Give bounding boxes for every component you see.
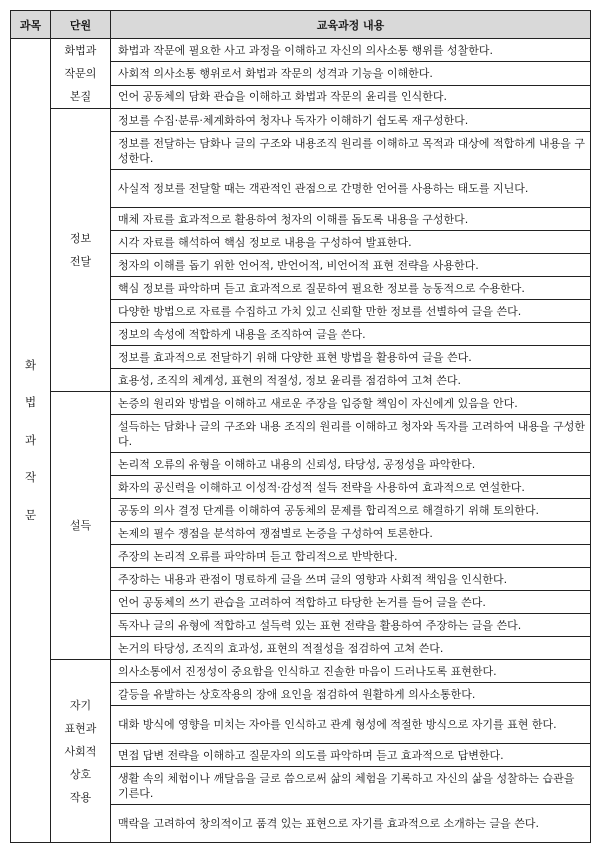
- content-item: 논증의 원리와 방법을 이해하고 새로운 주장을 입증할 책임이 자신에게 있음을 안다.: [111, 392, 591, 415]
- content-item: 언어 공동체의 쓰기 관습을 고려하여 적합하고 타당한 논거를 들어 글을 쓴다.: [111, 591, 591, 614]
- content-item: 효용성, 조직의 체계성, 표현의 적절성, 정보 윤리를 점검하여 고쳐 쓴다.: [111, 369, 591, 392]
- content-item: 맥락을 고려하여 창의적이고 품격 있는 표현으로 자기를 효과적으로 소개하는 글을 쓴다.: [111, 805, 591, 843]
- content-item: 의사소통에서 진정성이 중요함을 인식하고 진솔한 마음이 드러나도록 표현한다.: [111, 660, 591, 683]
- unit-label-line: 사회적: [64, 744, 97, 758]
- content-item: 대화 방식에 영향을 미치는 자아를 인식하고 관계 형성에 적절한 방식으로 자기를 표현 한다.: [111, 706, 591, 744]
- content-item: 독자나 글의 유형에 적합하고 설득력 있는 표현 전략을 활용하여 주장하는 글을 쓴다.: [111, 614, 591, 637]
- unit-label-line: 정보: [69, 232, 92, 245]
- content-item: 사실적 정보를 전달할 때는 객관적인 관점으로 간명한 언어를 사용하는 태도를 지닌다.: [111, 170, 591, 208]
- content-item: 매체 자료를 효과적으로 활용하여 청자의 이해를 돕도록 내용을 구성한다.: [111, 208, 591, 231]
- content-item: 시각 자료를 해석하여 핵심 정보로 내용을 구성하여 발표한다.: [111, 231, 591, 254]
- content-item: 논제의 필수 쟁점을 분석하여 쟁점별로 논증을 구성하여 토론한다.: [111, 522, 591, 545]
- course-char: 작: [24, 470, 37, 485]
- content-item: 주장의 논리적 오류를 파악하며 듣고 합리적으로 반박한다.: [111, 545, 591, 568]
- content-item: 논거의 타당성, 조직의 효과성, 표현의 적절성을 점검하여 고쳐 쓴다.: [111, 637, 591, 660]
- content-item: 면접 답변 전략을 이해하고 질문자의 의도를 파악하며 듣고 효과적으로 답변한다.: [111, 744, 591, 767]
- content-item: 갈등을 유발하는 상호작용의 장애 요인을 점검하여 원활하게 의사소통한다.: [111, 683, 591, 706]
- curriculum-table: [10, 10, 591, 843]
- content-item: 설득하는 담화나 글의 구조와 내용 조직의 원리를 이해하고 청자와 독자를 고려하여 내용을 구성한다.: [111, 415, 591, 453]
- content-item: 주장하는 내용과 관점이 명료하게 글을 쓰며 글의 영향과 사회적 책임을 인식한다.: [111, 568, 591, 591]
- course-char: 법: [24, 395, 37, 410]
- unit-cell-persuasion: [51, 392, 111, 660]
- content-item: 정보를 효과적으로 전달하기 위해 다양한 표현 방법을 활용하여 글을 쓴다.: [111, 346, 591, 369]
- unit-label-line: 설득: [69, 519, 92, 532]
- unit-label-line: 작용: [69, 790, 92, 804]
- unit-cell-essence: [51, 39, 111, 109]
- content-item: 화법과 작문에 필요한 사고 과정을 이해하고 자신의 의사소통 행위를 성찰한다.: [111, 39, 591, 62]
- content-item: 논리적 오류의 유형을 이해하고 내용의 신뢰성, 타당성, 공정성을 파악한다.: [111, 453, 591, 476]
- content-item: 사회적 의사소통 행위로서 화법과 작문의 성격과 기능을 이해한다.: [111, 62, 591, 85]
- content-item: 정보를 수집·분류·체계화하여 청자나 독자가 이해하기 쉽도록 재구성한다.: [111, 109, 591, 132]
- content-item: 청자의 이해를 돕기 위한 언어적, 반언어적, 비언어적 표현 전략을 사용한다.: [111, 254, 591, 277]
- content-item: 언어 공동체의 담화 관습을 이해하고 화법과 작문의 윤리를 인식한다.: [111, 85, 591, 108]
- table-row: [11, 392, 591, 415]
- content-item: 생활 속의 체험이나 깨달음을 글로 씀으로써 삶의 체험을 기록하고 자신의 삶을 성찰하는 습관을 기른다.: [111, 767, 591, 805]
- unit-label-line: 본질: [69, 90, 92, 103]
- content-item: 정보를 전달하는 담화나 글의 구조와 내용조직 원리를 이해하고 목적과 대상에 적합하게 내용을 구성한다.: [111, 132, 591, 170]
- course-char: 과: [24, 432, 37, 447]
- header-unit: 단원: [51, 11, 111, 39]
- course-char: 문: [24, 507, 37, 522]
- table-row: [11, 660, 591, 683]
- course-cell: [11, 39, 51, 843]
- unit-label-line: 자기: [69, 698, 92, 712]
- header-course: 과목: [11, 11, 51, 39]
- unit-label-line: 전달: [69, 255, 92, 268]
- content-item: 정보의 속성에 적합하게 내용을 조직하여 글을 쓴다.: [111, 323, 591, 346]
- course-char: 화: [24, 357, 37, 372]
- unit-label-line: 상호: [69, 767, 92, 781]
- unit-cell-self-expression: [51, 660, 111, 843]
- header-content: 교육과정 내용: [111, 11, 591, 39]
- unit-label-line: 화법과: [64, 44, 97, 57]
- content-item: 공동의 의사 결정 단계를 이해하여 공동체의 문제를 합리적으로 해결하기 위해 토의한다.: [111, 499, 591, 522]
- unit-label-line: 작문의: [64, 67, 97, 80]
- content-item: 다양한 방법으로 자료를 수집하고 가치 있고 신뢰할 만한 정보를 선별하여 글을 쓴다.: [111, 300, 591, 323]
- content-item: 화자의 공신력을 이해하고 이성적·감성적 설득 전략을 사용하여 효과적으로 연설한다.: [111, 476, 591, 499]
- table-row: [11, 109, 591, 132]
- table-row: [11, 39, 591, 62]
- unit-label-line: 표현과: [64, 721, 97, 735]
- unit-cell-information: [51, 109, 111, 392]
- header-row: [11, 11, 591, 39]
- content-item: 핵심 정보를 파악하며 듣고 효과적으로 질문하여 필요한 정보를 능동적으로 수용한다.: [111, 277, 591, 300]
